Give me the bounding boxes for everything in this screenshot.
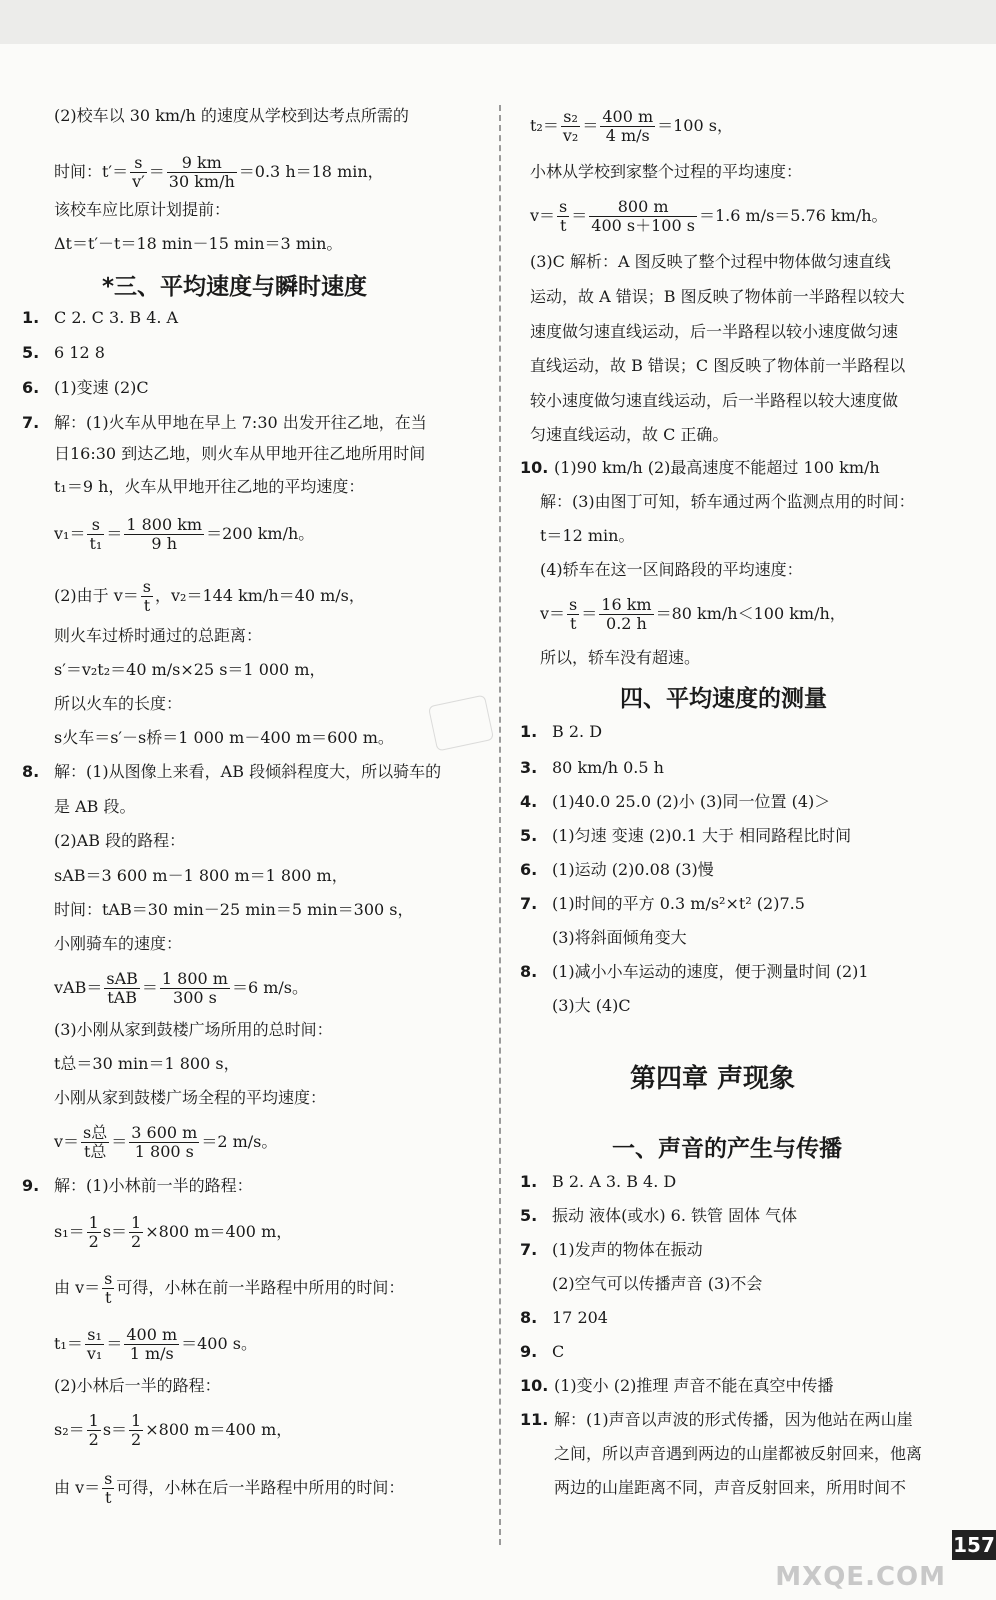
text-line: 所以火车的长度： [54, 694, 183, 713]
text-line: sAB＝3 600 m－1 800 m＝1 800 m， [54, 866, 348, 885]
fraction: $\frac{1 800 m}{300 s}$ [161, 969, 228, 1007]
text-line: s′＝v₂t₂＝40 m/s×25 s＝1 000 m， [54, 660, 326, 679]
answer-line: 1. B 2. A 3. B 4. D [520, 1172, 677, 1191]
formula-line: vAB＝ $\frac{\text{sAB}}{\text{tAB}}$ ＝ $\frac{1 800 m}{300 s}$ ＝6 m/s。 [54, 969, 309, 1007]
text-line: 匀速直线运动，故 C 正确。 [530, 425, 729, 444]
answer-line: 3. 80 km/h 0.5 h [520, 758, 664, 777]
page-number: 157 [952, 1530, 996, 1560]
answer-line: 1. B 2. D [520, 722, 603, 741]
fraction: $\frac{s}{\text{t₁}}$ [89, 515, 103, 553]
fraction: $\frac{s}{t}$ [142, 577, 152, 615]
fraction: $\frac{\text{sAB}}{\text{tAB}}$ [106, 969, 138, 1007]
text-line: 之间，所以声音遇到两边的山崖都被反射回来，他离 [554, 1444, 923, 1463]
answer-line: 11. 解：(1)声音以声波的形式传播，因为他站在两山崖 [520, 1410, 913, 1429]
formula-line: v＝ $\frac{\text{s总}}{\text{t总}}$ ＝ $\frac{3 600 m}{1 800 s}$ ＝2 m/s。 [54, 1123, 278, 1161]
formula-line: s₁＝ $\frac{1}{2}$ s＝ $\frac{1}{2}$ ×800 m＝400 m， [54, 1213, 293, 1251]
stamp-mark [428, 694, 494, 751]
answer-line: 6. (1)变速 (2)C [22, 378, 149, 397]
fraction: $\frac{1}{2}$ [131, 1213, 142, 1251]
fraction: $\frac{1}{2}$ [131, 1411, 142, 1449]
answer-line: 5. (1)匀速 变速 (2)0.1 大于 相同路程比时间 [520, 826, 852, 845]
answer-line: 7. (1)发声的物体在振动 [520, 1240, 703, 1259]
text-line: Δt＝t′－t＝18 min－15 min＝3 min。 [54, 234, 343, 253]
text-line: 较小速度做匀速直线运动，后一半路程以较大速度做 [530, 391, 899, 410]
answer-line: 7. 解：(1)火车从甲地在早上 7:30 出发开往乙地，在当 [22, 413, 427, 432]
text-line: (3)将斜面倾角变大 [552, 928, 687, 947]
section-heading: 四、平均速度的测量 [620, 686, 827, 712]
answer-line: 5. 振动 液体(或水) 6. 铁管 固体 气体 [520, 1206, 798, 1225]
formula-line: 时间：t′＝ $\frac{s}{v'}$ ＝ $\frac{9 km}{30 km/h}$ ＝0.3 h＝18 min， [54, 153, 384, 191]
text-line: 直线运动，故 B 错误；C 图反映了物体前一半路程以 [530, 356, 906, 375]
answer-line: 5. 6 12 8 [22, 343, 105, 362]
text-line: t＝12 min。 [540, 526, 635, 545]
text-line: (3)小刚从家到鼓楼广场所用的总时间： [54, 1020, 333, 1039]
text-line: 小刚骑车的速度： [54, 934, 183, 953]
text-line: 小林从学校到家整个过程的平均速度： [530, 162, 803, 181]
answer-line: 1. C 2. C 3. B 4. A [22, 308, 179, 327]
answer-line: 8. 解：(1)从图像上来看，AB 段倾斜程度大，所以骑车的 [22, 762, 442, 781]
fraction: $\frac{16 km}{0.2 h}$ [601, 595, 652, 633]
text-line: 该校车应比原计划提前： [54, 200, 231, 219]
text-line: (2)校车以 30 km/h 的速度从学校到达考点所需的 [54, 106, 409, 125]
formula-line: v₁＝ $\frac{s}{\text{t₁}}$ ＝ $\frac{1 800 km}{9 h}$ ＝200 km/h。 [54, 515, 315, 553]
fraction: $\frac{800 m}{400 s+100 s}$ [591, 197, 695, 235]
fraction: $\frac{9 km}{30 km/h}$ [168, 153, 235, 191]
fraction: $\frac{1}{2}$ [88, 1213, 99, 1251]
text-line: 小刚从家到鼓楼广场全程的平均速度： [54, 1088, 327, 1107]
answer-line: 8. 17 204 [520, 1308, 608, 1327]
fraction: $\frac{\text{s₁}}{\text{v₁}}$ [86, 1325, 103, 1363]
text-line: s火车＝s′－s桥＝1 000 m－400 m＝600 m。 [54, 728, 394, 747]
scan-top-shading [0, 0, 996, 44]
fraction: $\frac{\text{s₂}}{\text{v₂}}$ [562, 107, 579, 145]
formula-line: v＝ $\frac{s}{t}$ ＝ $\frac{16 km}{0.2 h}$ ＝80 km/h＜100 km/h， [540, 595, 846, 633]
text-line: 两边的山崖距离不同，声音反射回来，所用时间不 [554, 1478, 907, 1497]
formula-line: s₂＝ $\frac{1}{2}$ s＝ $\frac{1}{2}$ ×800 m＝400 m， [54, 1411, 293, 1449]
formula-line: 由 v＝ $\frac{s}{t}$ 可得，小林在前一半路程中所用的时间： [54, 1269, 405, 1307]
text-line: 则火车过桥时通过的总距离： [54, 626, 263, 645]
fraction: $\frac{1}{2}$ [88, 1411, 99, 1449]
fraction: $\frac{3 600 m}{1 800 s}$ [131, 1123, 198, 1161]
formula-line: t₂＝ $\frac{\text{s₂}}{\text{v₂}}$ ＝ $\frac{400 m}{4 m/s}$ ＝100 s， [530, 107, 733, 145]
formula-line: v＝ $\frac{s}{t}$ ＝ $\frac{800 m}{400 s+100 s}$ ＝1.6 m/s＝5.76 km/h。 [530, 197, 888, 235]
text-line: t₁＝9 h，火车从甲地开往乙地的平均速度： [54, 477, 365, 496]
text-line: (2)空气可以传播声音 (3)不会 [552, 1274, 763, 1293]
answer-line: 9. 解：(1)小林前一半的路程： [22, 1176, 253, 1195]
fraction: $\frac{\text{s总}}{\text{t总}}$ [83, 1123, 108, 1161]
watermark: MXQE.COM [775, 1562, 946, 1592]
fraction: $\frac{s}{v'}$ [132, 153, 145, 191]
text-line: 日16:30 到达乙地，则火车从甲地开往乙地所用时间 [54, 444, 426, 463]
answer-line: 8. (1)减小小车运动的速度，便于测量时间 (2)1 [520, 962, 869, 981]
text-line: (2)小林后一半的路程： [54, 1376, 221, 1395]
answer-line: 6. (1)运动 (2)0.08 (3)慢 [520, 860, 714, 879]
formula-line: t₁＝ $\frac{\text{s₁}}{\text{v₁}}$ ＝ $\frac{400 m}{1 m/s}$ ＝400 s。 [54, 1325, 257, 1363]
formula-line: (2)由于 v＝ $\frac{s}{t}$ ，v₂＝144 km/h＝40 m/s， [54, 577, 365, 615]
fraction: $\frac{400 m}{1 m/s}$ [126, 1325, 178, 1363]
answer-line: 10. (1)变小 (2)推理 声音不能在真空中传播 [520, 1376, 834, 1395]
fraction: $\frac{s}{t}$ [569, 595, 578, 633]
fraction: $\frac{1 800 km}{9 h}$ [126, 515, 203, 553]
answer-line: 10. (1)90 km/h (2)最高速度不能超过 100 km/h [520, 458, 880, 477]
text-line: 是 AB 段。 [54, 797, 136, 816]
fraction: $\frac{s}{t}$ [104, 1269, 113, 1307]
text-line: 解：(3)由图丁可知，轿车通过两个监测点用的时间： [540, 492, 915, 511]
answer-line: 9. C [520, 1342, 565, 1361]
section-heading: *三、平均速度与瞬时速度 [102, 274, 368, 300]
text-line: (4)轿车在这一区间路段的平均速度： [540, 560, 803, 579]
fraction: $\frac{s}{t}$ [104, 1469, 113, 1507]
answer-line: 4. (1)40.0 25.0 (2)小 (3)同一位置 (4)＞ [520, 792, 831, 811]
text-line: (3)C 解析：A 图反映了整个过程中物体做匀速直线 [530, 252, 891, 271]
text-line: 所以，轿车没有超速。 [540, 648, 701, 667]
fraction: $\frac{s}{t}$ [559, 197, 568, 235]
text-line: (2)AB 段的路程： [54, 831, 186, 850]
answer-line: 7. (1)时间的平方 0.3 m/s²×t² (2)7.5 [520, 894, 805, 913]
text-line: 速度做匀速直线运动，后一半路程以较小速度做匀速 [530, 322, 899, 341]
section-heading: 一、声音的产生与传播 [612, 1136, 842, 1162]
chapter-heading: 第四章 声现象 [630, 1064, 796, 1094]
column-divider [499, 105, 501, 1545]
text-line: 运动，故 A 错误；B 图反映了物体前一半路程以较大 [530, 287, 905, 306]
text-line: t总＝30 min＝1 800 s， [54, 1054, 240, 1073]
formula-line: 由 v＝ $\frac{s}{t}$ 可得，小林在后一半路程中所用的时间： [54, 1469, 405, 1507]
text-line: 时间：tAB＝30 min－25 min＝5 min＝300 s， [54, 900, 414, 919]
fraction: $\frac{400 m}{4 m/s}$ [602, 107, 654, 145]
text-line: (3)大 (4)C [552, 996, 631, 1015]
